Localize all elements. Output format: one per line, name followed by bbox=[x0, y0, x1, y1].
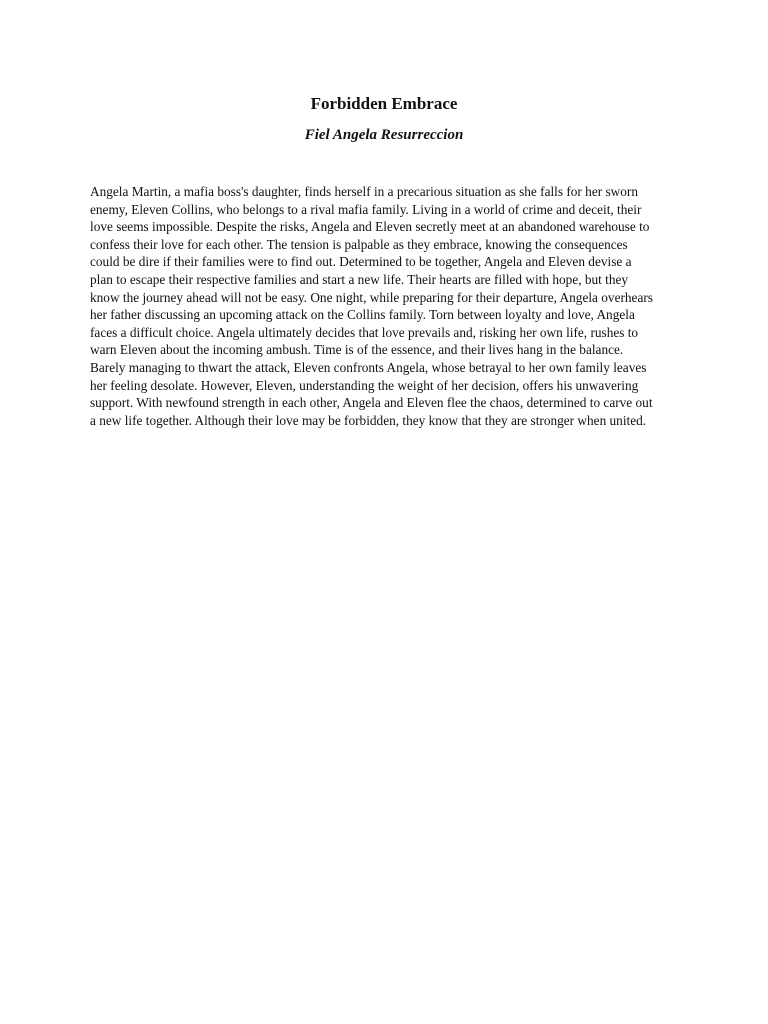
document-title: Forbidden Embrace bbox=[310, 94, 458, 113]
body-line: confess their love for each other. The tension is palpable as they embrace, knowing the consequences bbox=[90, 236, 628, 252]
body-line: love seems impossible. Despite the risks, Angela and Eleven secretly meet at an abandoned warehouse to bbox=[90, 219, 650, 235]
body-line: warn Eleven about the incoming ambush. Time is of the essence, and their lives hang in the balance. bbox=[90, 342, 624, 358]
document-author: Fiel Angela Resurreccion bbox=[304, 127, 464, 143]
body-line: her feeling desolate. However, Eleven, understanding the weight of her decision, offers his unwavering bbox=[90, 377, 639, 393]
body-line: plan to escape their respective families and start a new life. Their hearts are filled with hope, but they bbox=[90, 271, 629, 287]
body-line: support. With newfound strength in each other, Angela and Eleven flee the chaos, determined to carve out bbox=[90, 395, 653, 411]
body-line: faces a difficult choice. Angela ultimately decides that love prevails and, risking her own life, rushes to bbox=[90, 324, 639, 340]
body-line: enemy, Eleven Collins, who belongs to a rival mafia family. Living in a world of crime and deceit, their bbox=[90, 201, 642, 217]
body-line: could be dire if their families were to find out. Determined to be together, Angela and Eleven devise a bbox=[90, 254, 632, 270]
body-line: Angela Martin, a mafia boss's daughter, finds herself in a precarious situation as she falls for her sworn bbox=[90, 184, 638, 199]
body-line: her father discussing an upcoming attack on the Collins family. Torn between loyalty and love, Angela bbox=[90, 307, 635, 323]
body-line: a new life together. Although their love may be forbidden, they know that they are stronger when united. bbox=[90, 412, 647, 428]
body-line: Barely managing to thwart the attack, Eleven confronts Angela, whose betrayal to her own family leaves bbox=[90, 359, 647, 375]
body-line: know the journey ahead will not be easy. One night, while preparing for their departure, Angela overhears bbox=[90, 289, 653, 305]
document-body bbox=[90, 183, 690, 429]
